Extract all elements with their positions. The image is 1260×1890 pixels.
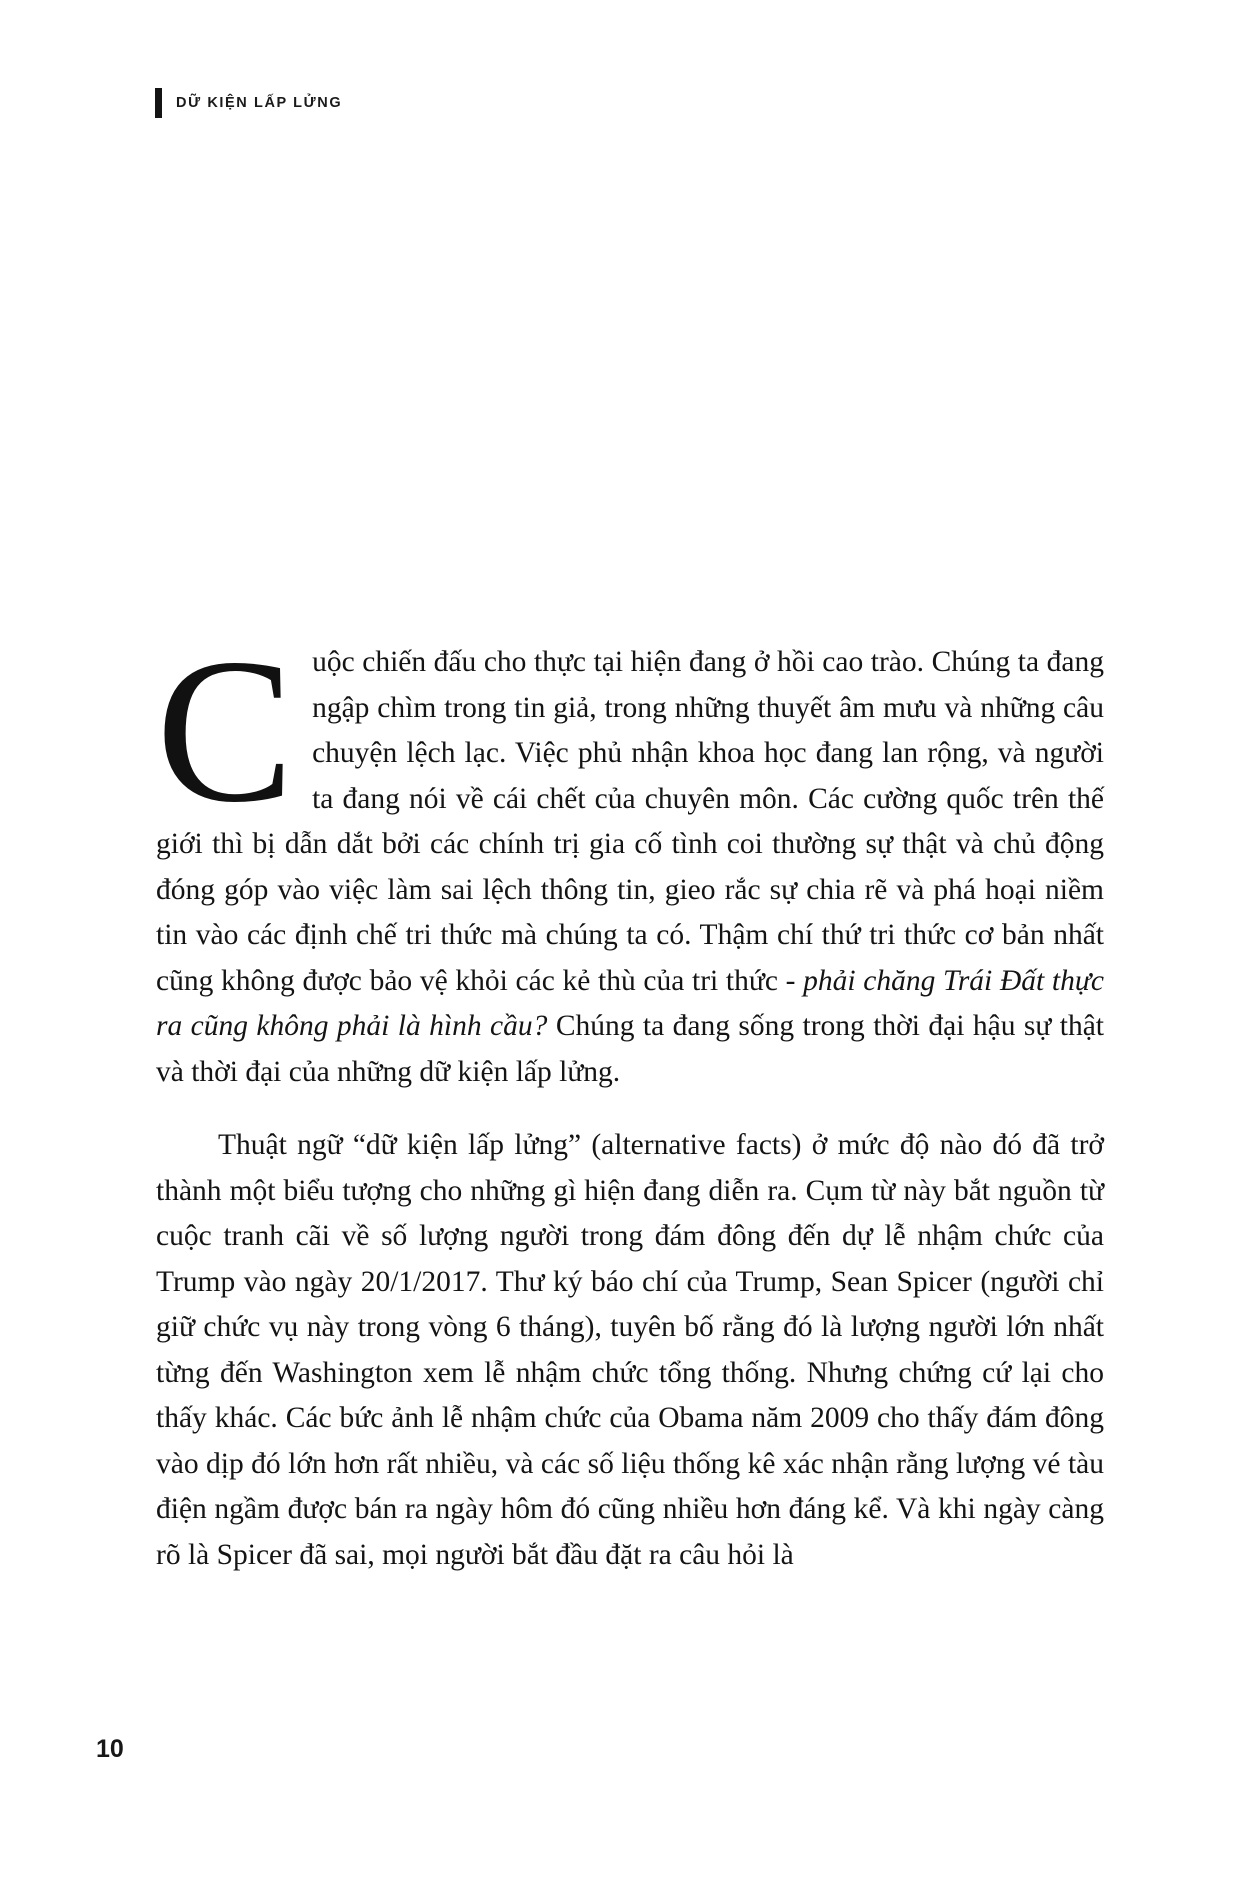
paragraph-1-italic-question: phải chăng Trái Đất thực ra cũng không phải là hình cầu? [156,964,1105,1042]
paragraph-1-lead: uộc chiến đấu cho thực tại hiện đang ở hồi cao trào. Chúng ta đang ngập chìm trong tin giả, trong những thuyết âm mưu và những câu chuyện lệch lạc. Việc phủ nhận khoa học đang lan rộng, và người ta đang nói về cái chết của chuyên môn. Các cường quốc trên thế giới thì bị dẫn dắt bởi các chính trị gia cố tình coi thường sự thật và chủ động đóng góp vào việc làm sai lệch thông tin, gieo rắc sự chia rẽ và phá hoại niềm tin vào các định chế tri thức mà chúng ta có. Thậm chí thứ tri thức cơ bản nhất cũng không được bảo vệ khỏi các kẻ thù của tri thức - [156,646,1104,997]
header-rule-mark [155,88,162,118]
running-header [155,88,342,118]
running-header-text: DỮ KIỆN LẤP LỬNG [176,95,343,111]
paragraph-1-tail: Chúng ta đang sống trong thời đại hậu sự thật và thời đại của những dữ kiện lấp lửng. [156,1010,1104,1088]
drop-cap-letter: C [156,616,295,845]
paragraph-2: Thuật ngữ “dữ kiện lấp lửng” (alternative facts) ở mức độ nào đó đã trở thành một biểu tượng cho những gì hiện đang diễn ra. Cụm từ này bắt nguồn từ cuộc tranh cãi về số lượng người trong đám đông đến dự lễ nhậm chức của Trump vào ngày 20/1/2017. Thư ký báo chí của Trump, Sean Spicer (người chỉ giữ chức vụ này trong vòng 6 tháng), tuyên bố rằng đó là lượng người lớn nhất từng đến Washington xem lễ nhậm chức tổng thống. Nhưng chứng cứ lại cho thấy khác. Các bức ảnh lễ nhậm chức của Obama năm 2009 cho thấy đám đông vào dịp đó lớn hơn rất nhiều, và các số liệu thống kê xác nhận rằng lượng vé tàu điện ngầm được bán ra ngày hôm đó cũng nhiều hơn đáng kể. Và khi ngày càng rõ là Spicer đã sai, mọi người bắt đầu đặt ra câu hỏi là [156,1129,1104,1571]
paragraph-1 [156,616,1105,1095]
page-number: 10 [96,1735,124,1763]
body-text-block [156,616,1105,1578]
